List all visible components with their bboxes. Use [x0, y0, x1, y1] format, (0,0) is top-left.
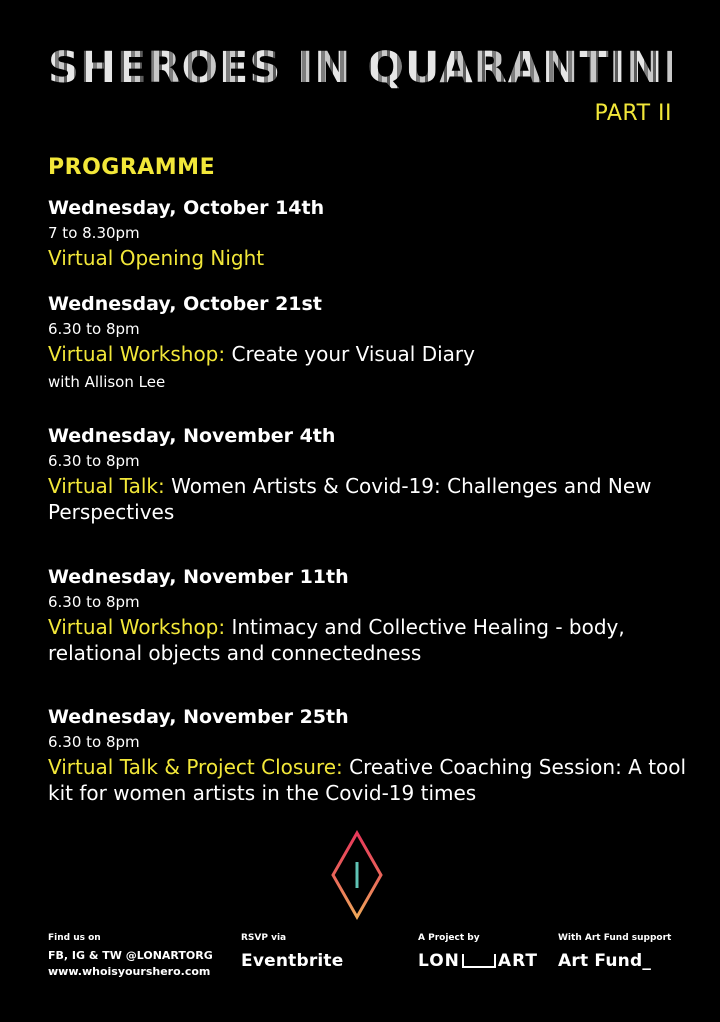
event-item: [48, 292, 688, 393]
event-description: [48, 614, 688, 666]
event-label: Virtual Workshop:: [48, 615, 226, 639]
event-item: [48, 424, 688, 525]
event-item: [48, 565, 688, 666]
event-date: Wednesday, October 14th: [48, 197, 325, 219]
diamond-logo-icon: [330, 830, 384, 920]
event-label: Virtual Workshop:: [48, 342, 226, 366]
event-item: [48, 196, 688, 271]
lonart-logo: [418, 951, 538, 971]
find-us-label: Find us on: [48, 933, 101, 943]
footer-support: [558, 932, 671, 971]
project-label: A Project by: [418, 933, 480, 943]
event-desc-text: Women Artists & Covid-19: Challenges and New Perspectives: [48, 474, 652, 524]
event-time: 6.30 to 8pm: [48, 733, 140, 751]
event-item: [48, 705, 688, 806]
event-description: [48, 754, 688, 806]
event-desc-text: Intimacy and Collective Healing - body, relational objects and connectedness: [48, 615, 625, 665]
eventbrite-logo[interactable]: Eventbrite: [241, 951, 344, 971]
footer-social: [48, 932, 213, 980]
lonart-box-glyph: [462, 954, 496, 968]
event-description: [48, 245, 688, 271]
event-time: 6.30 to 8pm: [48, 320, 140, 338]
event-date: Wednesday, October 21st: [48, 293, 322, 315]
website-link[interactable]: www.whoisyourshero.com: [48, 965, 211, 978]
event-time: 7 to 8.30pm: [48, 224, 140, 242]
lonart-logo-right: ART: [497, 951, 538, 971]
event-time: 6.30 to 8pm: [48, 452, 140, 470]
event-date: Wednesday, November 11th: [48, 566, 349, 588]
social-handle: FB, IG & TW @LONARTORG: [48, 949, 213, 962]
support-label: With Art Fund support: [558, 933, 672, 943]
footer-rsvp: [241, 932, 344, 971]
event-desc-text: Create your Visual Diary: [225, 342, 475, 366]
event-description: [48, 473, 688, 525]
event-desc-text: Creative Coaching Session: A tool kit for women artists in the Covid-19 times: [48, 755, 687, 805]
event-label: Virtual Talk:: [48, 474, 165, 498]
event-label: Virtual Talk & Project Closure:: [48, 755, 343, 779]
footer-project: [418, 932, 538, 971]
rsvp-label: RSVP via: [241, 933, 287, 943]
poster-subtitle: PART II: [594, 101, 672, 126]
event-date: Wednesday, November 4th: [48, 425, 336, 447]
programme-heading: PROGRAMME: [48, 155, 216, 180]
event-description: [48, 341, 688, 367]
event-host: with Allison Lee: [48, 373, 166, 391]
art-fund-logo: Art Fund_: [558, 951, 652, 971]
event-time: 6.30 to 8pm: [48, 593, 140, 611]
event-date: Wednesday, November 25th: [48, 706, 349, 728]
lonart-logo-left: LON: [418, 951, 460, 971]
event-label: Virtual Opening Night: [48, 246, 265, 270]
poster-title: SHEROES IN QUARANTINE: [48, 40, 672, 96]
